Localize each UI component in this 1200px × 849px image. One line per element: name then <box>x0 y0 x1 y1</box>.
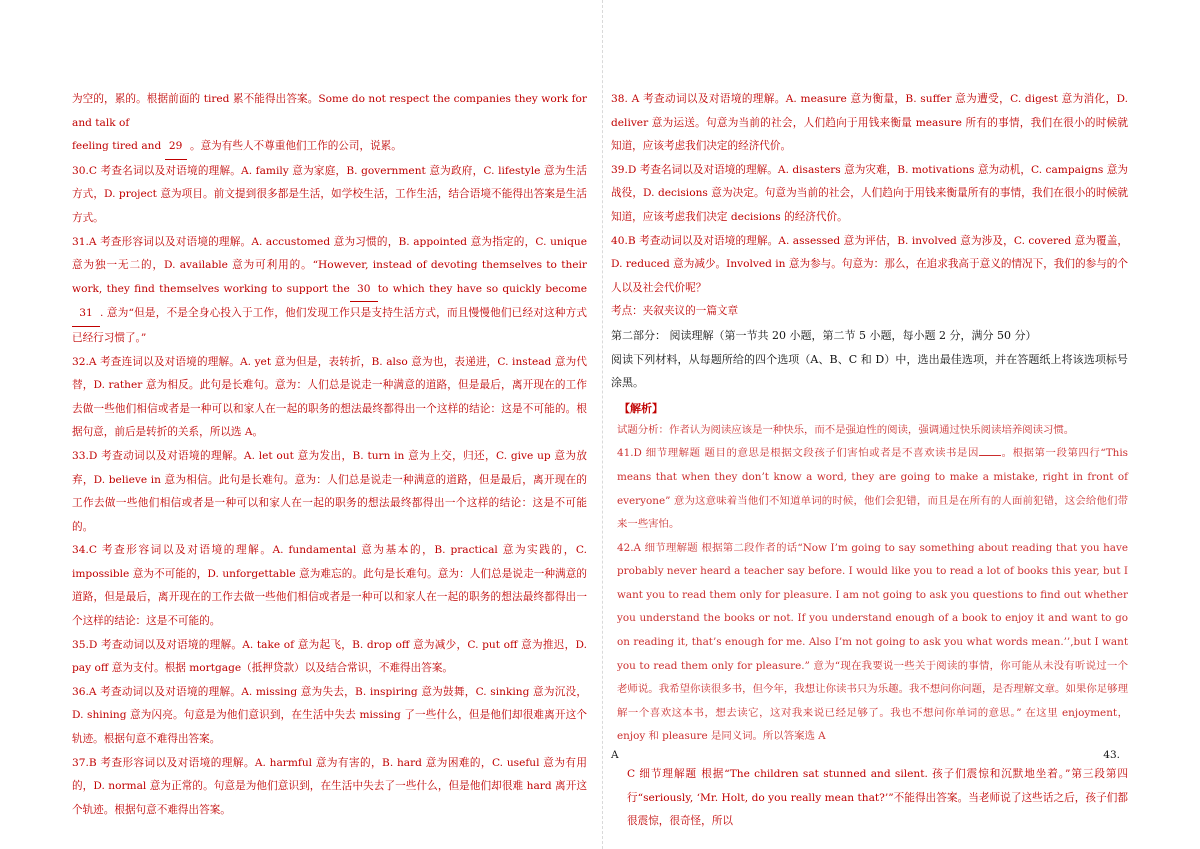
answer-39: 39.D 考查名词以及对语境的理解。A. disasters 意为灾难，B. motivations 意为动机，C. campaigns 意为战役，D. decisions 意为决定。句意为当前的社会，人们趋向于用钱来衡量所有的事情，我们在很小的时候就知道，应该考虑我们决定 decisions 的经济代价。 <box>611 163 1128 223</box>
answer-marker-a: A <box>611 749 619 762</box>
answer-29-text: 为空的，累的。根据前面的 tired 累不能得出答案。Some do not respect the companies they work for and talk of <box>72 93 587 129</box>
analysis-41-pre: 41.D 细节理解题 题目的意思是根据文段孩子们害怕或者是不喜欢读书是因 <box>617 447 979 460</box>
answer-43: C 细节理解题 根据“The children sat stunned and silent. 孩子们震惊和沉默地坐着。”第三段第四行“seriously, ‘Mr. Holt, do you really mean that?’”不能得出答案。当老师说了这些话之后，孩子们都很震惊，很奇怪，所以 <box>627 768 1128 828</box>
analysis-summary: 试题分析：作者认为阅读应该是一种快乐，而不是强迫性的阅读，强调通过快乐阅读培养阅读习惯。 <box>617 423 1075 436</box>
answer-34: 34.C 考查形容词以及对语境的理解。A. fundamental 意为基本的，B. practical 意为实践的，C. impossible 意为不可能的，D. unforgettable 意为难忘的。此句是长难句。意为：人们总是说走一种满意的道路，但是最后，离开现在的工作去做一些他们相信或者是一种可以和家人在一起的职务的想法最终都得出一个这样的结论：这是不可能的。 <box>72 544 587 628</box>
blank-31: 31 <box>72 302 100 327</box>
answer-32: 32.A 考查连词以及对语境的理解。A. yet 意为但是，表转折，B. also 意为也，表递进，C. instead 意为代替，D. rather 意为相反。此句是长难句。意为：人们总是说走一种满意的道路，但是最后，离开现在的工作去做一些他们相信或者是一种可以和家人在一起的职务的想法最终都得出一个这样的结论：这是不可能的。根据句意，前后是转折的关系，所以选 A。 <box>72 355 587 439</box>
answer-31-tail: . 意为“但是，不是全身心投入于工作，他们发现工作只是支持生活方式，而且慢慢他们已经对这种方式已经行习惯了。” <box>72 307 587 344</box>
analysis-title: 【解析】 <box>619 401 663 415</box>
answer-37: 37.B 考查形容词以及对语境的理解。A. harmful 意为有害的，B. hard 意为困难的，C. useful 意为有用的，D. normal 意为正常的。句意是为他们意识到，在生活中失去了一些什么，但是他们却很难 hard 离开这个轨迹。根据句意不难得出答案。 <box>72 756 587 816</box>
question-number-43: 43. <box>1103 749 1120 762</box>
answer-33: 33.D 考查动词以及对语境的理解。A. let out 意为发出，B. turn in 意为上交，归还，C. give up 意为放弃，D. believe in 意为相信。此句是长难句。意为：人们总是说走一种满意的道路，但是最后，离开现在的工作去做一些他们相信或者是一种可以和家人在一起的职务的想法最终都得出一个这样的结论：这是不可能的。 <box>72 449 587 533</box>
kaodian-note: 考点：夹叙夹议的一篇文章 <box>611 305 739 318</box>
answer-29-line <box>72 135 587 160</box>
answer-40: 40.B 考查动词以及对语境的理解。A. assessed 意为评估，B. involved 意为涉及，C. covered 意为覆盖，D. reduced 意为减少。Involved in 意为参与。句意为：那么，在追求我高于意义的情况下，我们的参与的个人以及社会代价呢？ <box>611 234 1128 294</box>
reading-instructions: 阅读下列材料，从每题所给的四个选项（A、B、C 和 D）中，选出最佳选项，并在答题纸上将该选项标号涂黑。 <box>611 352 1128 390</box>
blank-29: 29 <box>165 135 187 160</box>
answer-31 <box>72 231 587 351</box>
part-two-heading: 第二部分： 阅读理解（第一节共 20 小题，第二节 5 小题，每小题 2 分，满分 50 分） <box>611 328 1037 342</box>
blank-41 <box>979 455 1001 456</box>
left-column <box>72 88 587 822</box>
answer-36: 36.A 考查动词以及对语境的理解。A. missing 意为失去，B. inspiring 意为鼓舞，C. sinking 意为沉没，D. shining 意为闪亮。句意是为他们意识到，在生活中失去 missing 了一些什么，但是他们却很难离开这个轨迹。根据句意不难得出答案。 <box>72 685 587 746</box>
answer-38: 38. A 考查动词以及对语境的理解。A. measure 意为衡量，B. suffer 意为遭受，C. digest 意为消化，D. deliver 意为运送。句意为当前的社会，人们趋向于用钱来衡量 measure 所有的事情，我们在很小的时候就知道，应该考虑我们决定的经济代价。 <box>611 93 1128 153</box>
page-fold-line <box>602 0 603 849</box>
answer-29-pre: feeling tired and <box>72 140 165 153</box>
answer-35: 35.D 考查动词以及对语境的理解。A. take of 意为起飞，B. drop off 意为减少，C. put off 意为推迟，D. pay off 意为支付。根据 mortgage（抵押贷款）以及结合常识，不难得出答案。 <box>72 638 587 675</box>
blank-30: 30 <box>350 278 378 303</box>
answer-31-mid: to which they have so quickly become <box>377 282 588 295</box>
answer-30: 30.C 考查名词以及对语境的理解。A. family 意为家庭，B. government 意为政府，C. lifestyle 意为生活方式，D. project 意为项目。前文提到很多都是生活，如学校生活，工作生活，结合语境不能得出答案是生活方式。 <box>72 164 587 224</box>
answer-31-head: 31.A 考查形容词以及对语境的理解。A. accustomed 意为习惯的，B. appointed 意为指定的，C. unique 意为独一无二的，D. available 意为可利用的。“However, instead of devoting themselves to their work, they find themselves working to support the <box>72 235 587 295</box>
analysis-41-post: 。根据第一段第四行“This means that when they don’t know a word, they are going to make a mistake, right in front of everyone” 意为这意味着当他们不知道单词的时候，他们会犯错，而且是在所有的人面前犯错，这会给他们带来一些害怕。 <box>617 447 1128 531</box>
analysis-42: 42.A 细节理解题 根据第二段作者的话“Now I’m going to say something about reading that you have probably never heard a teacher say before. I would like you to read a lot of books this year, but I want you to read them only for pleasure. I am not going to ask you questions to find out whether you understand the books or not. If you understand enough of a book to enjoy it and want to go on reading it, that’s enough for me. Also I’m not going to ask you what words mean.’’,but I want you to read them only for pleasure.” 意为“现在我要说一些关于阅读的事情，你可能从未没有听说过一个老师说。我希望你读很多书，但今年，我想让你读书只为乐趣。我不想问你问题，是否理解文章。如果你足够理解一个喜欢这本书，想去读它，这对我来说已经足够了。我也不想问你单词的意思。” 在这里 enjoyment，enjoy 和 pleasure 是同义词。所以答案选 A <box>617 541 1128 743</box>
analysis-section <box>611 399 1128 749</box>
answer-29-post: 。意为有些人不尊重他们工作的公司，说累。 <box>186 140 402 153</box>
right-column <box>611 88 1128 834</box>
analysis-41 <box>611 442 1128 536</box>
answer-marker-row <box>611 749 1128 763</box>
